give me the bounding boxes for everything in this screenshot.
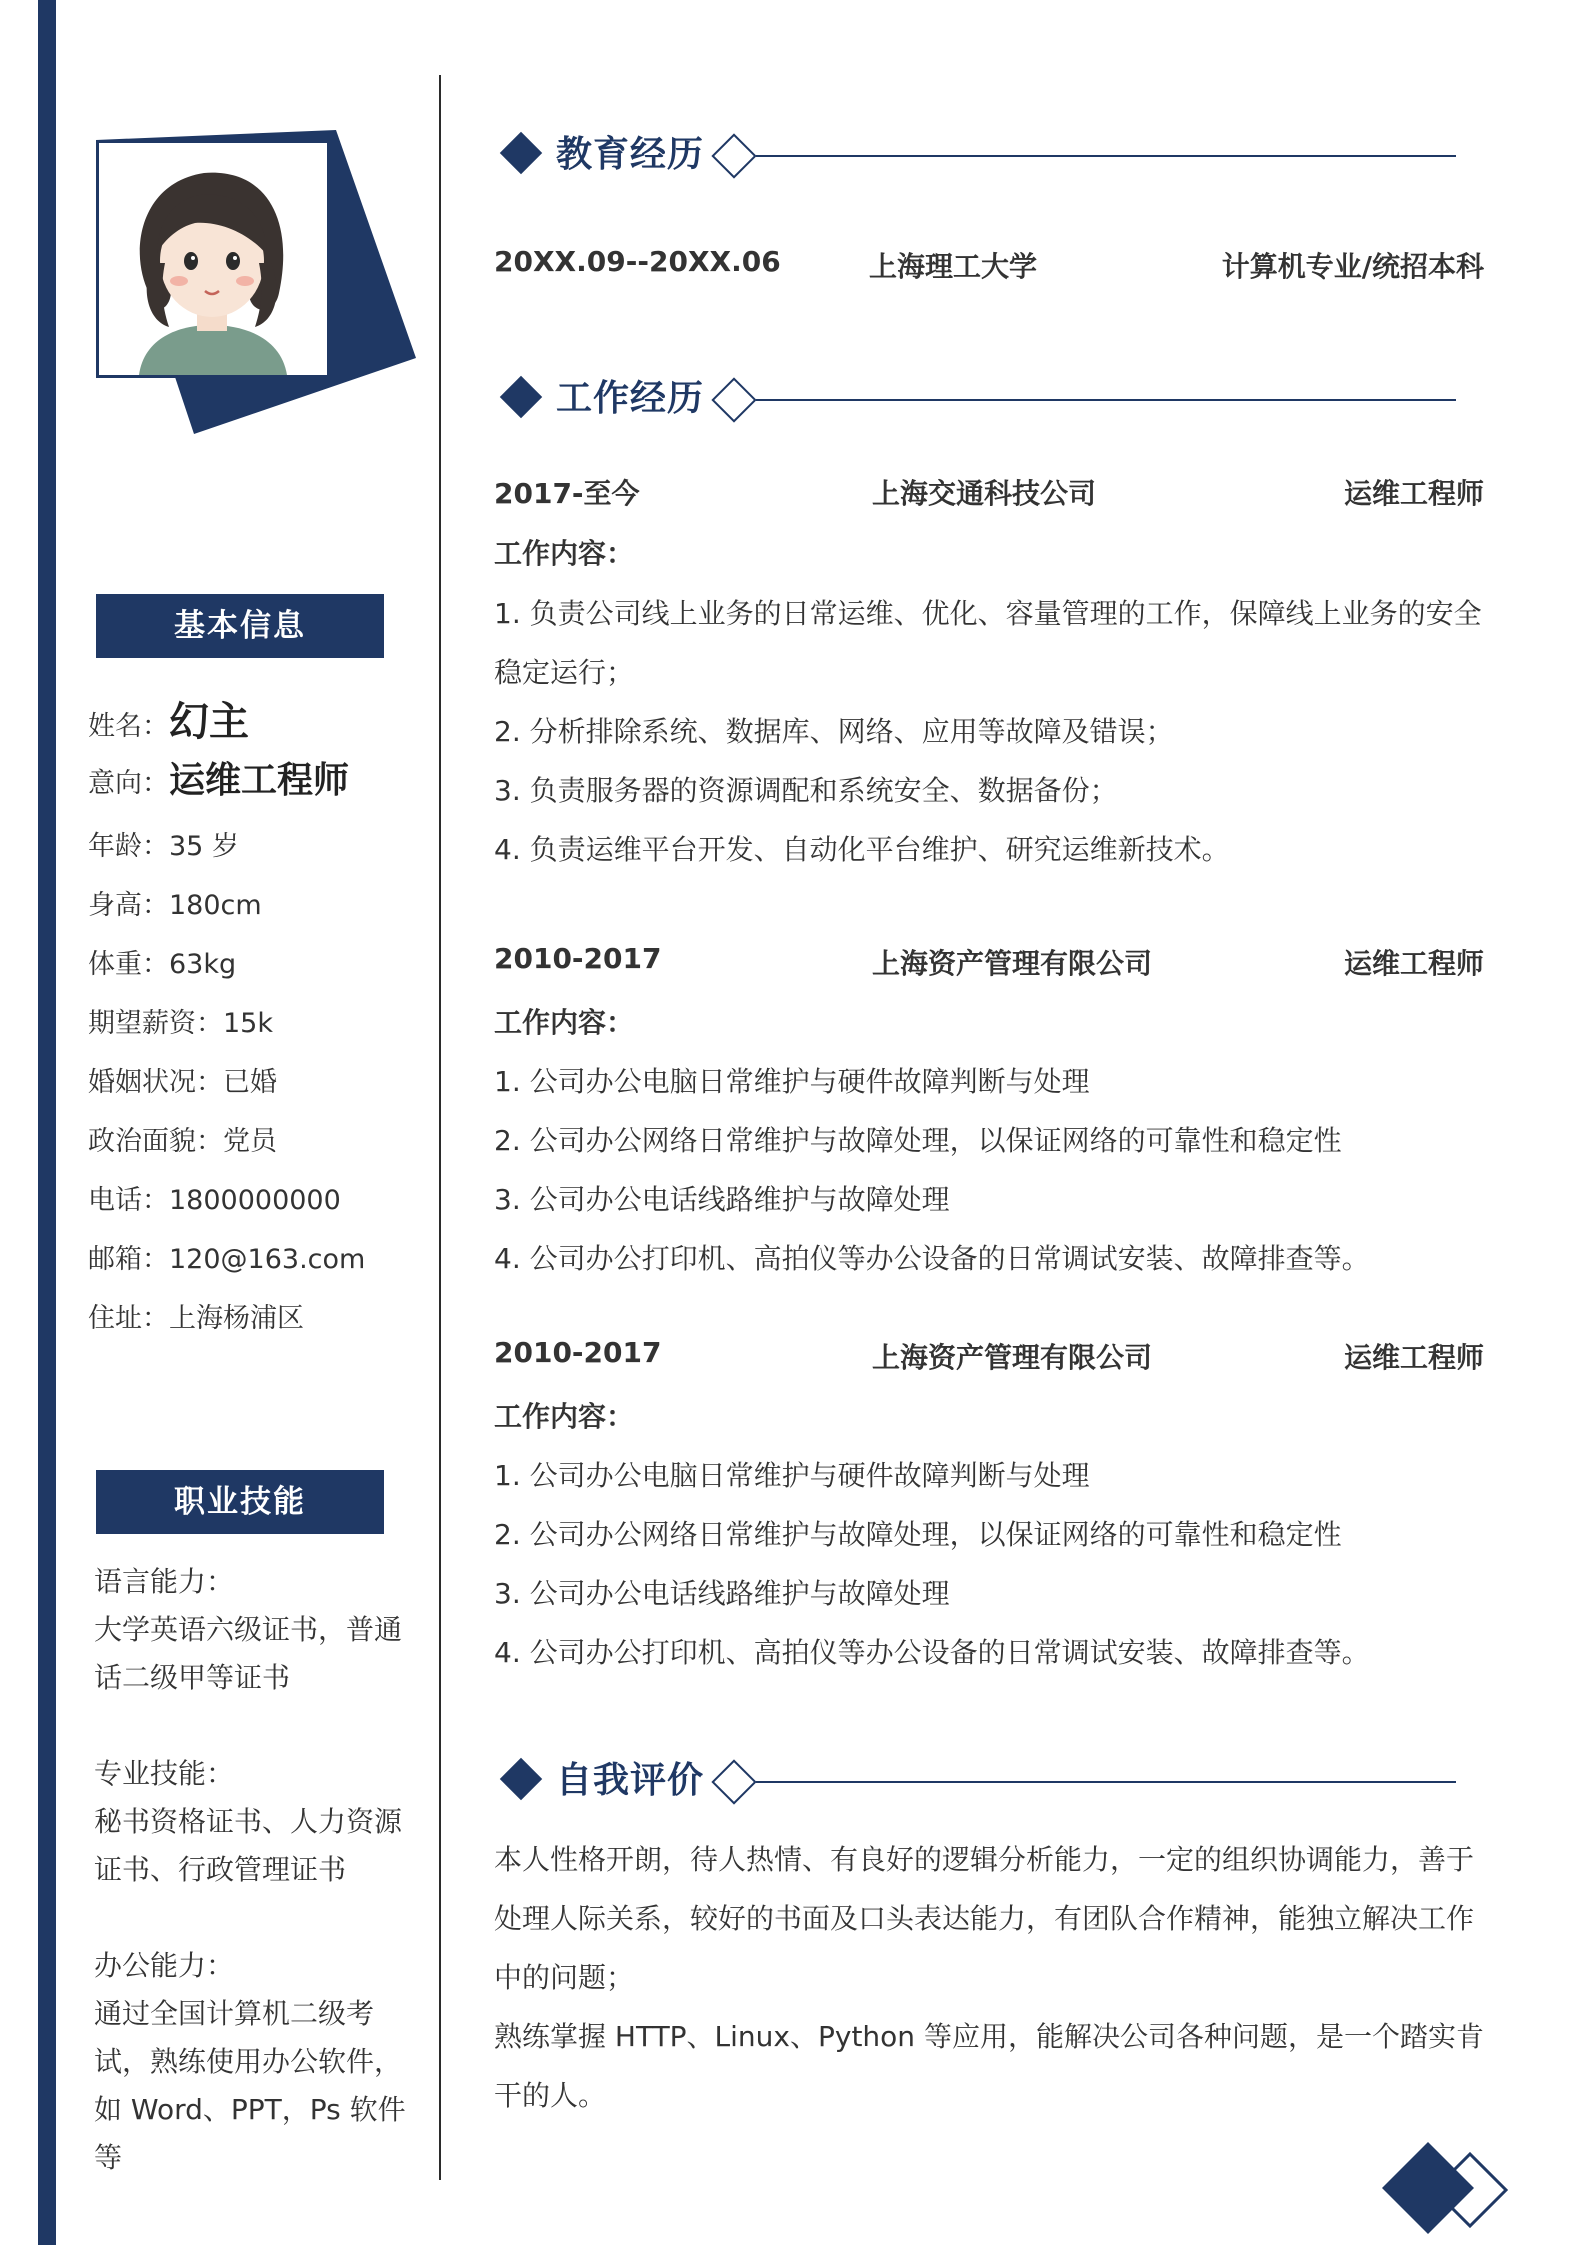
job-row <box>494 472 1484 512</box>
salary-row: 期望薪资：15k <box>88 1008 273 1039</box>
intent-row <box>88 752 349 803</box>
job-period: 2010-2017 <box>494 1336 662 1369</box>
skill-title: 语言能力： <box>94 1565 235 1598</box>
skill-text: 大学英语六级证书，普通话二级甲等证书 <box>94 1613 403 1694</box>
politics-row: 政治面貌：党员 <box>88 1126 277 1157</box>
job-company: 上海资产管理有限公司 <box>872 947 1153 980</box>
job-item: 1. 公司办公电脑日常维护与硬件故障判断与处理 <box>494 1459 1090 1492</box>
job-role: 运维工程师 <box>1343 947 1484 980</box>
skill-text: 通过全国计算机二级考试，熟练使用办公软件，如 Word、PPT，Ps 软件等 <box>94 1997 406 2174</box>
education-period: 20XX.09--20XX.06 <box>494 245 781 278</box>
job-item: 4. 公司办公打印机、高拍仪等办公设备的日常调试安装、故障排查等。 <box>494 1636 1370 1669</box>
job-item: 1. 公司办公电脑日常维护与硬件故障判断与处理 <box>494 1065 1090 1098</box>
skill-text: 秘书资格证书、人力资源证书、行政管理证书 <box>94 1805 403 1886</box>
section-title: 教育经历 <box>556 134 705 175</box>
intent-value: 运维工程师 <box>169 760 350 801</box>
self-eval-header <box>498 1752 1458 1812</box>
diamond-icon <box>500 132 542 174</box>
avatar <box>96 140 330 378</box>
job-content-label: 工作内容： <box>494 1400 635 1433</box>
basic-info-title: 基本信息 <box>96 594 384 658</box>
age-row: 年龄：35 岁 <box>88 831 239 862</box>
address-row: 住址：上海杨浦区 <box>88 1303 304 1334</box>
diamond-outline-icon <box>711 377 756 422</box>
self-eval-text: 本人性格开朗，待人热情、有良好的逻辑分析能力，一定的组织协调能力，善于处理人际关系，较好的书面及口头表达能力，有团队合作精神，能独立解决工作中的问题； <box>494 1843 1475 1994</box>
avatar-illustration <box>99 143 327 375</box>
job-company: 上海资产管理有限公司 <box>872 1341 1153 1374</box>
job-company: 上海交通科技公司 <box>872 477 1097 510</box>
intent-label: 意向： <box>88 768 169 799</box>
marital-row: 婚姻状况：已婚 <box>88 1067 277 1098</box>
job-item: 2. 公司办公网络日常维护与故障处理，以保证网络的可靠性和稳定性 <box>494 1124 1342 1157</box>
job-item: 2. 分析排除系统、数据库、网络、应用等故障及错误； <box>494 715 1174 748</box>
diamond-outline-icon <box>711 133 756 178</box>
job-item: 稳定运行； <box>494 656 635 689</box>
skill-professional <box>94 1750 424 1894</box>
job-role: 运维工程师 <box>1343 1341 1484 1374</box>
email-row: 邮箱：120@163.com <box>88 1244 366 1275</box>
name-value: 幻主 <box>169 699 249 745</box>
corner-diamonds-icon <box>1380 2140 1540 2240</box>
name-row <box>88 690 249 747</box>
diamond-outline-icon <box>711 1759 756 1804</box>
job-period: 2017-至今 <box>494 477 640 510</box>
height-row: 身高：180cm <box>88 890 262 921</box>
name-label: 姓名： <box>88 711 169 742</box>
education-major: 计算机专业/统招本科 <box>1221 250 1484 283</box>
education-school: 上海理工大学 <box>869 250 1038 283</box>
job-item: 2. 公司办公网络日常维护与故障处理，以保证网络的可靠性和稳定性 <box>494 1518 1342 1551</box>
job-item: 4. 公司办公打印机、高拍仪等办公设备的日常调试安装、故障排查等。 <box>494 1242 1370 1275</box>
job-item: 3. 公司办公电话线路维护与故障处理 <box>494 1183 950 1216</box>
skill-language <box>94 1558 424 1702</box>
job-row <box>494 1336 1484 1376</box>
job-item: 1. 负责公司线上业务的日常运维、优化、容量管理的工作，保障线上业务的安全 <box>494 597 1482 630</box>
self-eval-text-2: 熟练掌握 HTTP、Linux、Python 等应用，能解决公司各种问题，是一个踏实肯干的人。 <box>494 2020 1484 2112</box>
skills-title: 职业技能 <box>96 1470 384 1534</box>
section-rule <box>756 155 1456 157</box>
job-item: 3. 负责服务器的资源调配和系统安全、数据备份； <box>494 774 1118 807</box>
left-accent-stripe <box>38 0 56 2245</box>
skill-office <box>94 1942 424 2182</box>
job-row <box>494 942 1484 982</box>
job-content-label: 工作内容： <box>494 537 635 570</box>
job-item: 3. 公司办公电话线路维护与故障处理 <box>494 1577 950 1610</box>
section-title: 自我评价 <box>556 1760 705 1801</box>
phone-row: 电话：1800000000 <box>88 1185 341 1216</box>
job-item: 4. 负责运维平台开发、自动化平台维护、研究运维新技术。 <box>494 833 1230 866</box>
job-role: 运维工程师 <box>1343 477 1484 510</box>
education-header <box>498 126 1458 186</box>
section-rule <box>756 399 1456 401</box>
diamond-icon <box>500 376 542 418</box>
work-header <box>498 370 1458 430</box>
education-row <box>494 245 1484 285</box>
weight-row: 体重：63kg <box>88 949 237 980</box>
section-title: 工作经历 <box>556 378 705 419</box>
skill-title: 办公能力： <box>94 1949 235 1982</box>
diamond-icon <box>500 1758 542 1800</box>
skill-title: 专业技能： <box>94 1757 235 1790</box>
job-content-label: 工作内容： <box>494 1006 635 1039</box>
job-period: 2010-2017 <box>494 942 662 975</box>
section-rule <box>756 1781 1456 1783</box>
